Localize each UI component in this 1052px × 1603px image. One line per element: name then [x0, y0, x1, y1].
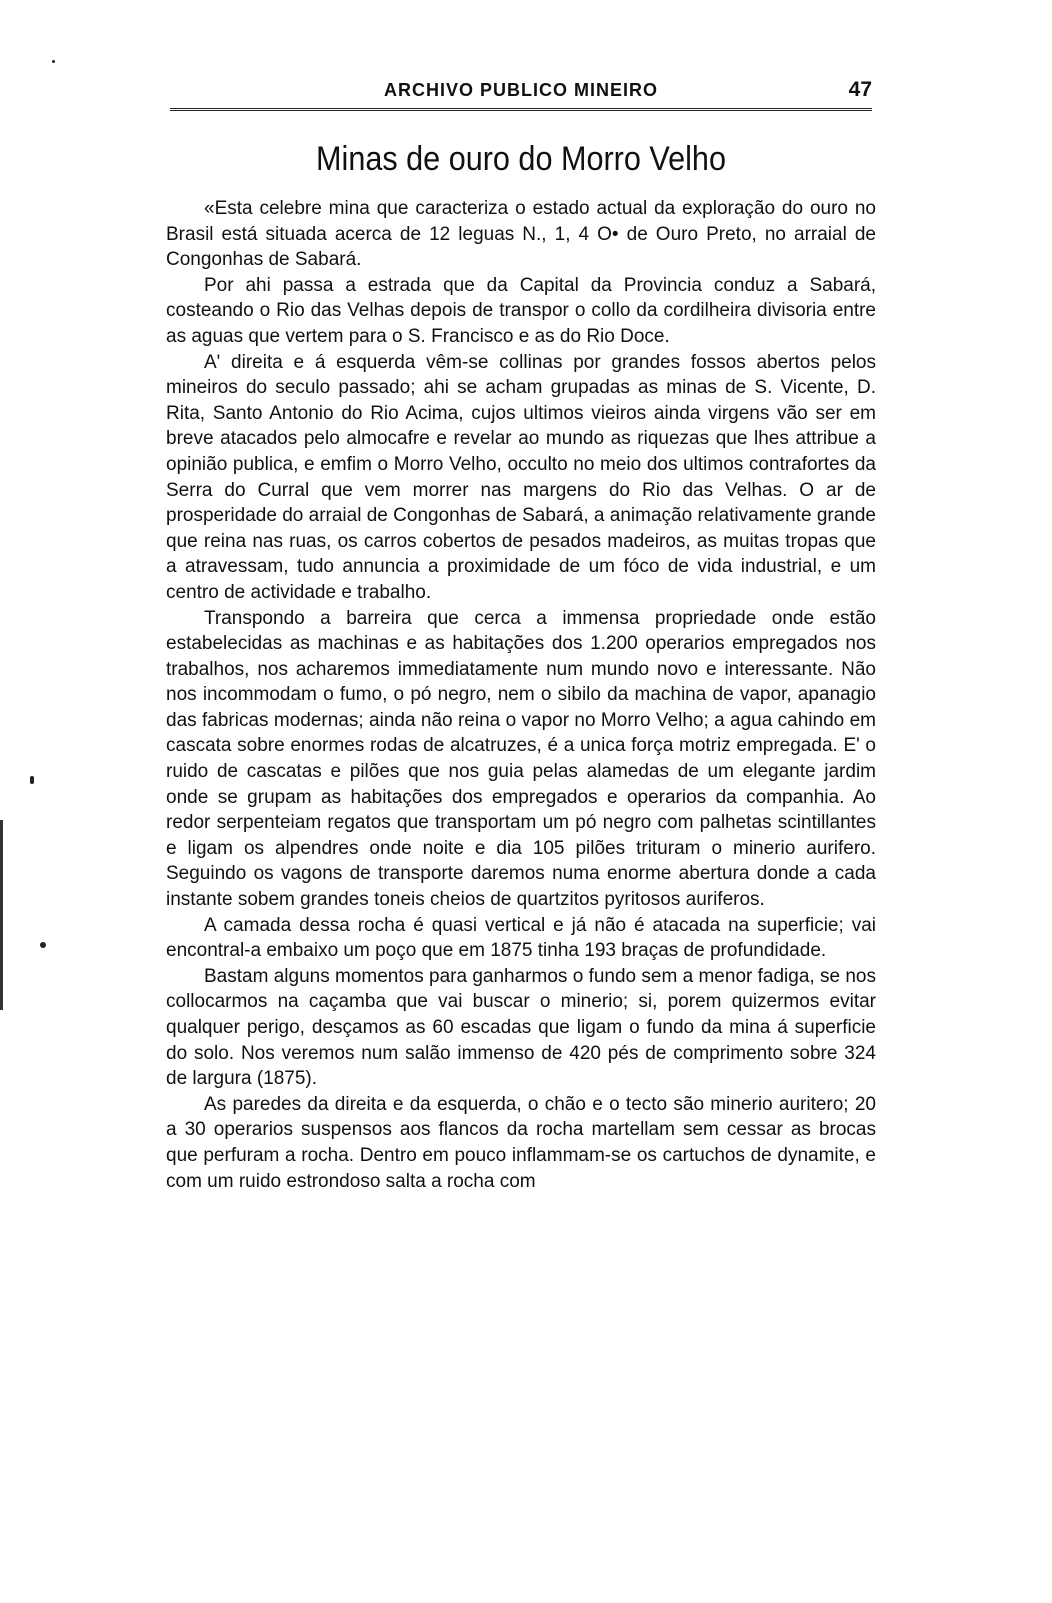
paragraph-1: «Esta celebre mina que caracteriza o estado actual da exploração do ouro no Brasil está situada acerca de 12 leguas N., 1, 4 O• de Ouro Preto, no arraial de Congonhas de Sabará. — [166, 198, 876, 271]
paragraph-4: Transpondo a barreira que cerca a immensa propriedade onde estão estabelecidas as machinas e as habitações dos 1.200 operarios empregados nos trabalhos, nos acharemos immediatamente num mundo novo e interessante. Não nos incommodam o fumo, o pó negro, nem o sibilo da machina de vapor, apanagio das fabricas modernas; ainda não reina o vapor no Morro Velho; a agua cahindo em cascata sobre enormes rodas de alcatruzes, é a unica força motriz empregada. E' o ruido de cascatas e pilões que nos guia pelas alamedas de um elegante jardim onde se grupam as habitações dos empregados e operarios da companhia. Ao redor serpenteiam regatos que transportam um pó negro com palhetas scintillantes e ligam os alpendres onde noite e dia 105 pilões trituram o minerio aurifero. Seguindo os vagons de transporte daremos numa enorme abertura donde a cada instante sobem grandes toneis cheios de quartzitos pyritosos auriferos. — [166, 607, 876, 911]
paragraph-3: A' direita e á esquerda vêm-se collinas por grandes fossos abertos pelos mineiros do seculo passado; ahi se acham grupadas as minas de S. Vicente, D. Rita, Santo Antonio do Rio Acima, cujos ultimos vieiros ainda virgens vão ser em breve atacados pelo almocafre e revelar ao mundo as riquezas que lhes attribue a opinião publica, e emfim o Morro Velho, occulto no meio dos ultimos contrafortes da Serra do Curral que vem morrer nas margens do Rio das Velhas. O ar de prosperidade do arraial de Congonhas de Sabará, a animação relativamente grande que reina nas ruas, os carros cobertos de pesados madeiros, as muitas tropas que a atravessam, tudo annuncia a proximidade de um fóco de vida industrial, e um centro de actividade e trabalho. — [166, 351, 876, 603]
margin-mark-lower — [40, 942, 46, 948]
paragraph-5: A camada dessa rocha é quasi vertical e já não é atacada na superficie; vai encontral-a embaixo um poço que em 1875 tinha 193 braças de profundidade. — [166, 914, 876, 962]
running-title: ARCHIVO PUBLICO MINEIRO — [383, 80, 658, 100]
margin-mark-middle — [30, 776, 34, 784]
paragraph-7: As paredes da direita e da esquerda, o chão e o tecto são minerio auritero; 20 a 30 operarios suspensos aos flancos da rocha martellam sem cessar as brocas que perfuram a rocha. Dentro em pouco inflammam-se os cartuchos de dynamite, e com um ruido estrondoso salta a rocha com — [166, 1093, 876, 1192]
article-body — [166, 196, 876, 1194]
paragraph-6: Bastam alguns momentos para ganharmos o fundo sem a menor fadiga, se nos collocarmos na caçamba que vai buscar o minerio; si, porem quizermos evitar qualquer perigo, desçamos as 60 escadas que ligam o fundo da mina á superficie do solo. Nos veremos num salão immenso de 420 pés de comprimento sobre 324 de largura (1875). — [166, 965, 876, 1090]
article-title: Minas de ouro do Morro Velho — [316, 140, 726, 178]
paragraph-2: Por ahi passa a estrada que da Capital da Provincia conduz a Sabará, costeando o Rio das Velhas depois de transpor o collo da cordilheira divisoria entre as aguas que vertem para o S. Francisco e as do Rio Doce. — [166, 274, 876, 347]
header-rule — [170, 108, 872, 111]
scan-edge-shadow — [0, 820, 3, 1010]
page-number: 47 — [848, 78, 872, 101]
margin-mark-top — [52, 60, 55, 63]
